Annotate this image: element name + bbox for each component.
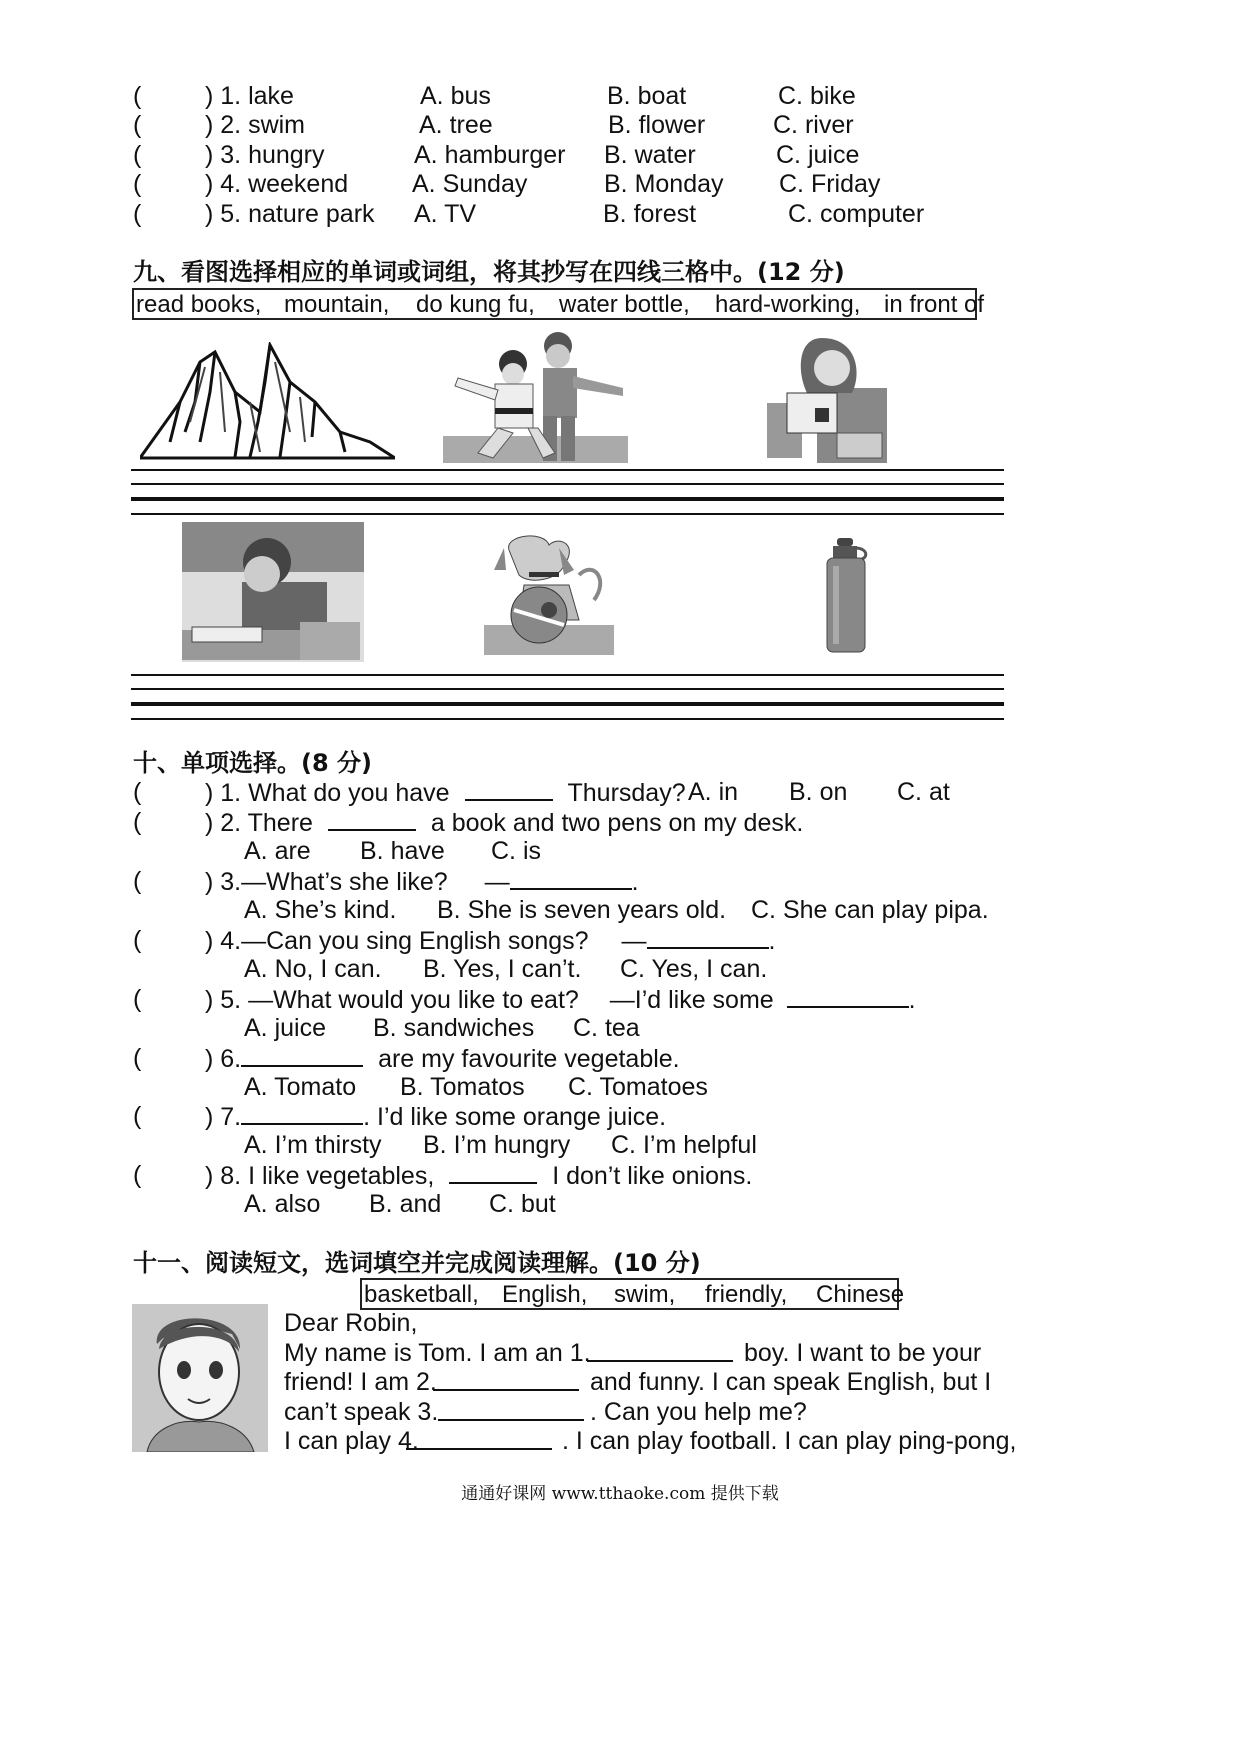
s10-q3-dash: — xyxy=(484,868,510,896)
word-kung-fu: do kung fu, xyxy=(416,291,535,318)
match-q2: ) 2. swim xyxy=(205,111,305,139)
s10-q2-b: B. have xyxy=(360,837,445,865)
s10-q3-a: A. She’s kind. xyxy=(244,896,397,924)
letter-blank-4[interactable] xyxy=(406,1426,552,1450)
letter-blank-3[interactable] xyxy=(438,1397,584,1421)
s10-q3-pre: ) 3.—What’s she like? xyxy=(205,868,448,896)
paren-1: ( xyxy=(133,82,142,110)
s10-q4-stem: ) 4.—Can you sing English songs? — . xyxy=(205,927,776,955)
s10-q7-blank[interactable] xyxy=(241,1101,363,1125)
s10-q7-post: . I’d like some orange juice. xyxy=(363,1103,667,1131)
writing-lines-6 xyxy=(702,674,1004,722)
s10-q5-pre: ) 5. —What would you like to eat? xyxy=(205,986,579,1014)
s10-q8-blank[interactable] xyxy=(449,1160,537,1184)
s10-q1-b: B. on xyxy=(789,778,848,806)
s10-q4-dash: — xyxy=(621,927,647,955)
s10-q8-pre: ) 8. I like vegetables, xyxy=(205,1162,435,1190)
s10-q7-pre: ) 7. xyxy=(205,1103,242,1131)
paren-s10-6: ( xyxy=(133,1044,142,1072)
match-q1-c: C. bike xyxy=(778,82,856,110)
match-q1: ) 1. lake xyxy=(205,82,294,110)
s10-q5-c: C. tea xyxy=(573,1014,640,1042)
writing-lines-3 xyxy=(702,469,1004,517)
paren-s10-4: ( xyxy=(133,926,142,954)
word-water-bottle: water bottle, xyxy=(559,291,690,318)
boy-portrait-picture xyxy=(132,1304,268,1452)
writing-lines-2 xyxy=(416,469,718,517)
s10-q2-stem xyxy=(205,807,803,838)
section9-word-box xyxy=(132,288,985,320)
writing-lines-5 xyxy=(416,674,718,722)
letter-line-1a: My name is Tom. I am an 1. xyxy=(284,1339,591,1367)
s10-q8-stem xyxy=(205,1160,752,1191)
s10-q1-a: A. in xyxy=(688,778,739,806)
s10-q8-b: B. and xyxy=(369,1190,442,1218)
word-chinese: Chinese xyxy=(816,1281,905,1308)
s10-q2-c: C. is xyxy=(491,837,541,865)
match-q3: ) 3. hungry xyxy=(205,141,325,169)
section9-title: 九、看图选择相应的单词或词组，将其抄写在四线三格中。(12 分) xyxy=(133,258,845,286)
s10-q1-stem xyxy=(205,777,686,808)
letter-line-1b: boy. I want to be your xyxy=(744,1339,982,1367)
writing-lines-1 xyxy=(131,469,433,517)
match-q4: ) 4. weekend xyxy=(205,170,349,198)
s10-q1-post: Thursday? xyxy=(567,779,686,807)
match-q3-c: C. juice xyxy=(776,141,860,169)
s10-q7-c: C. I’m helpful xyxy=(611,1131,757,1159)
word-english: English, xyxy=(502,1281,588,1308)
paren-5: ( xyxy=(133,200,142,228)
section11-title: 十一、阅读短文，选词填空并完成阅读理解。(10 分) xyxy=(133,1249,701,1277)
match-q3-a: A. hamburger xyxy=(414,141,566,169)
match-q5: ) 5. nature park xyxy=(205,200,375,228)
match-q2-c: C. river xyxy=(773,111,854,139)
paren-s10-1: ( xyxy=(133,778,142,806)
letter-line-2a: friend! I am 2. xyxy=(284,1368,437,1396)
hard-working-picture xyxy=(182,522,364,662)
s10-q6-blank[interactable] xyxy=(241,1043,363,1067)
s10-q1-blank[interactable] xyxy=(465,777,553,801)
s10-q6-pre: ) 6. xyxy=(205,1045,242,1073)
s10-q5-mid: —I’d like some xyxy=(609,986,774,1014)
paren-s10-3: ( xyxy=(133,867,142,895)
letter-line-3b: . Can you help me? xyxy=(590,1398,807,1426)
section11-word-box xyxy=(360,1278,905,1310)
letter-greeting: Dear Robin, xyxy=(284,1309,418,1337)
s10-q4-pre: ) 4.—Can you sing English songs? xyxy=(205,927,589,955)
paren-s10-2: ( xyxy=(133,808,142,836)
water-bottle-picture xyxy=(825,538,869,654)
s10-q3-b: B. She is seven years old. xyxy=(437,896,727,924)
match-q2-b: B. flower xyxy=(608,111,706,139)
letter-line-3a: can’t speak 3. xyxy=(284,1398,439,1426)
letter-line-4a: I can play 4. xyxy=(284,1427,419,1455)
writing-lines-4 xyxy=(131,674,433,722)
s10-q3-c: C. She can play pipa. xyxy=(751,896,989,924)
s10-q2-pre: ) 2. There xyxy=(205,809,313,837)
paren-s10-8: ( xyxy=(133,1161,142,1189)
s10-q4-b: B. Yes, I can’t. xyxy=(423,955,582,983)
match-q5-b: B. forest xyxy=(603,200,697,228)
footer-credit: 通通好课网 www.tthaoke.com 提供下载 xyxy=(461,1484,779,1504)
s10-q6-post: are my favourite vegetable. xyxy=(378,1045,680,1073)
word-hard-working: hard-working, xyxy=(715,291,861,318)
s10-q2-a: A. are xyxy=(244,837,311,865)
paren-s10-7: ( xyxy=(133,1102,142,1130)
s10-q2-blank[interactable] xyxy=(328,807,416,831)
paren-2: ( xyxy=(133,111,142,139)
s10-q4-a: A. No, I can. xyxy=(244,955,382,983)
letter-blank-2[interactable] xyxy=(433,1367,579,1391)
paren-s10-5: ( xyxy=(133,985,142,1013)
word-in-front-of: in front of xyxy=(884,291,985,318)
s10-q7-b: B. I’m hungry xyxy=(423,1131,571,1159)
s10-q3-stem: ) 3.—What’s she like? — . xyxy=(205,868,639,896)
s10-q8-c: C. but xyxy=(489,1190,556,1218)
s10-q5-stem: ) 5. —What would you like to eat? —I’d like some . xyxy=(205,986,916,1014)
s10-q5-blank[interactable] xyxy=(787,984,909,1008)
match-q2-a: A. tree xyxy=(419,111,493,139)
s10-q4-blank[interactable] xyxy=(647,925,769,949)
kung-fu-picture xyxy=(443,328,628,463)
s10-q6-a: A. Tomato xyxy=(244,1073,357,1101)
mountain-picture xyxy=(140,342,395,460)
s10-q6-c: C. Tomatoes xyxy=(568,1073,708,1101)
match-q5-c: C. computer xyxy=(788,200,925,228)
match-q4-a: A. Sunday xyxy=(412,170,528,198)
s10-q1-c: C. at xyxy=(897,778,950,806)
match-q3-b: B. water xyxy=(604,141,696,169)
s10-q7-a: A. I’m thirsty xyxy=(244,1131,382,1159)
match-q1-b: B. boat xyxy=(607,82,687,110)
paren-3: ( xyxy=(133,141,142,169)
match-q4-c: C. Friday xyxy=(779,170,881,198)
s10-q3-blank[interactable] xyxy=(510,866,632,890)
s10-q8-post: I don’t like onions. xyxy=(552,1162,753,1190)
word-friendly: friendly, xyxy=(705,1281,788,1308)
s10-q7-stem xyxy=(205,1101,666,1132)
letter-line-2b: and funny. I can speak English, but I xyxy=(590,1368,992,1396)
letter-line-4b: . I can play football. I can play ping-pong, xyxy=(562,1427,1017,1455)
s10-q6-b: B. Tomatos xyxy=(400,1073,525,1101)
match-q5-a: A. TV xyxy=(414,200,477,228)
s10-q4-c: C. Yes, I can. xyxy=(620,955,768,983)
s10-q1-pre: ) 1. What do you have xyxy=(205,779,450,807)
word-basketball: basketball, xyxy=(364,1281,479,1308)
word-swim: swim, xyxy=(614,1281,676,1308)
letter-blank-1[interactable] xyxy=(587,1338,733,1362)
match-q4-b: B. Monday xyxy=(604,170,724,198)
word-mountain: mountain, xyxy=(284,291,390,318)
s10-q5-b: B. sandwiches xyxy=(373,1014,535,1042)
s10-q8-a: A. also xyxy=(244,1190,321,1218)
s10-q6-stem xyxy=(205,1043,680,1074)
section10-title: 十、单项选择。(8 分) xyxy=(133,749,372,777)
word-read-books: read books, xyxy=(136,291,262,318)
paren-4: ( xyxy=(133,170,142,198)
s10-q2-post: a book and two pens on my desk. xyxy=(430,809,804,837)
girl-reading-picture xyxy=(767,333,887,463)
s10-q5-a: A. juice xyxy=(244,1014,326,1042)
match-q1-a: A. bus xyxy=(420,82,491,110)
dog-ball-picture xyxy=(484,530,614,655)
